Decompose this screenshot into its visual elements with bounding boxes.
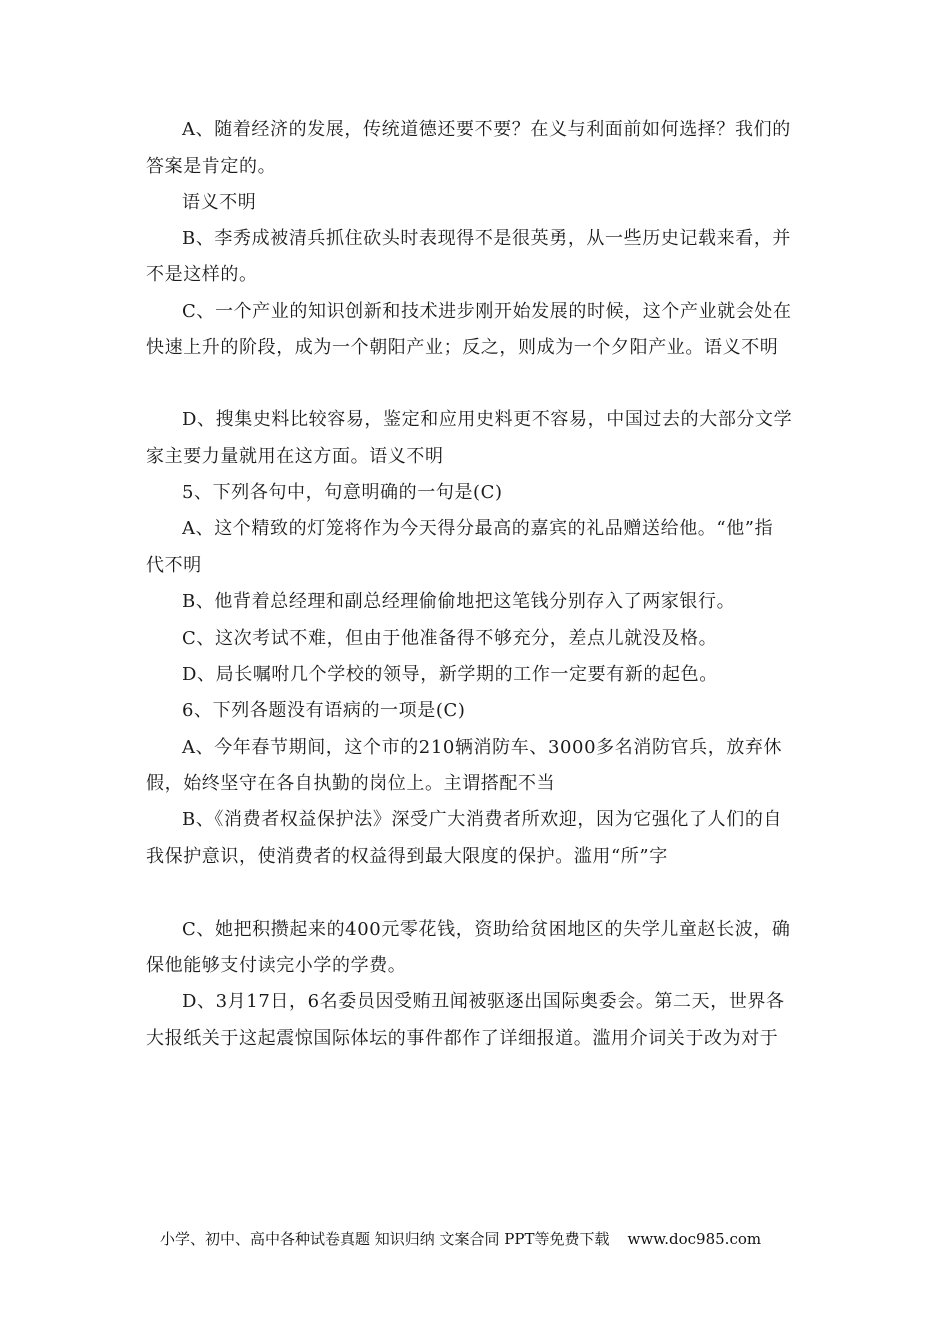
paragraph-line: C、这次考试不难，但由于他准备得不够充分，差点儿就没及格。 — [182, 628, 718, 649]
paragraph-line: B、李秀成被清兵抓住砍头时表现得不是很英勇，从一些历史记载来看，并 — [182, 228, 792, 249]
paragraph-line: 答案是肯定的。 — [146, 156, 277, 177]
paragraph-line: B、《消费者权益保护法》深受广大消费者所欢迎，因为它强化了人们的自 — [182, 809, 783, 830]
paragraph-line: D、3月17日，6名委员因受贿丑闻被驱逐出国际奥委会。第二天，世界各 — [182, 991, 785, 1012]
question-heading: 5、下列各句中，句意明确的一句是(C) — [182, 482, 503, 503]
paragraph-line: 保他能够支付读完小学的学费。 — [146, 955, 407, 976]
paragraph-line: 代不明 — [146, 555, 202, 576]
paragraph-line: 不是这样的。 — [146, 264, 258, 285]
paragraph-line: 大报纸关于这起震惊国际体坛的事件都作了详细报道。滥用介词关于改为对于 — [146, 1028, 779, 1049]
paragraph-line: 快速上升的阶段，成为一个朝阳产业；反之，则成为一个夕阳产业。语义不明 — [146, 337, 779, 358]
paragraph-line: A、这个精致的灯笼将作为今天得分最高的嘉宾的礼品赠送给他。“他”指 — [182, 518, 774, 539]
footer-text: 小学、初中、高中各种试卷真题 知识归纳 文案合同 PPT等免费下载 — [160, 1230, 610, 1248]
paragraph-line: D、搜集史料比较容易，鉴定和应用史料更不容易，中国过去的大部分文学 — [182, 409, 793, 430]
paragraph-line: A、随着经济的发展，传统道德还要不要？在义与利面前如何选择？我们的 — [182, 119, 791, 140]
paragraph-line: C、她把积攒起来的400元零花钱，资助给贫困地区的失学儿童赵长波，确 — [182, 919, 791, 940]
paragraph-line: D、局长嘱咐几个学校的领导，新学期的工作一定要有新的起色。 — [182, 664, 718, 685]
question-heading: 6、下列各题没有语病的一项是(C) — [182, 700, 466, 721]
paragraph-line: B、他背着总经理和副总经理偷偷地把这笔钱分别存入了两家银行。 — [182, 591, 736, 612]
paragraph-line: 我保护意识，使消费者的权益得到最大限度的保护。滥用“所”字 — [146, 846, 668, 867]
paragraph-line: 语义不明 — [182, 192, 257, 213]
footer-website-link[interactable]: www.doc985.com — [627, 1230, 762, 1248]
page-footer — [160, 1228, 761, 1250]
paragraph-line: A、今年春节期间，这个市的210辆消防车、3000多名消防官兵，放弃休 — [182, 737, 783, 758]
paragraph-line: C、一个产业的知识创新和技术进步刚开始发展的时候，这个产业就会处在 — [182, 301, 792, 322]
paragraph-line: 家主要力量就用在这方面。语义不明 — [146, 446, 444, 467]
paragraph-line: 假，始终坚守在各自执勤的岗位上。主谓搭配不当 — [146, 773, 556, 794]
